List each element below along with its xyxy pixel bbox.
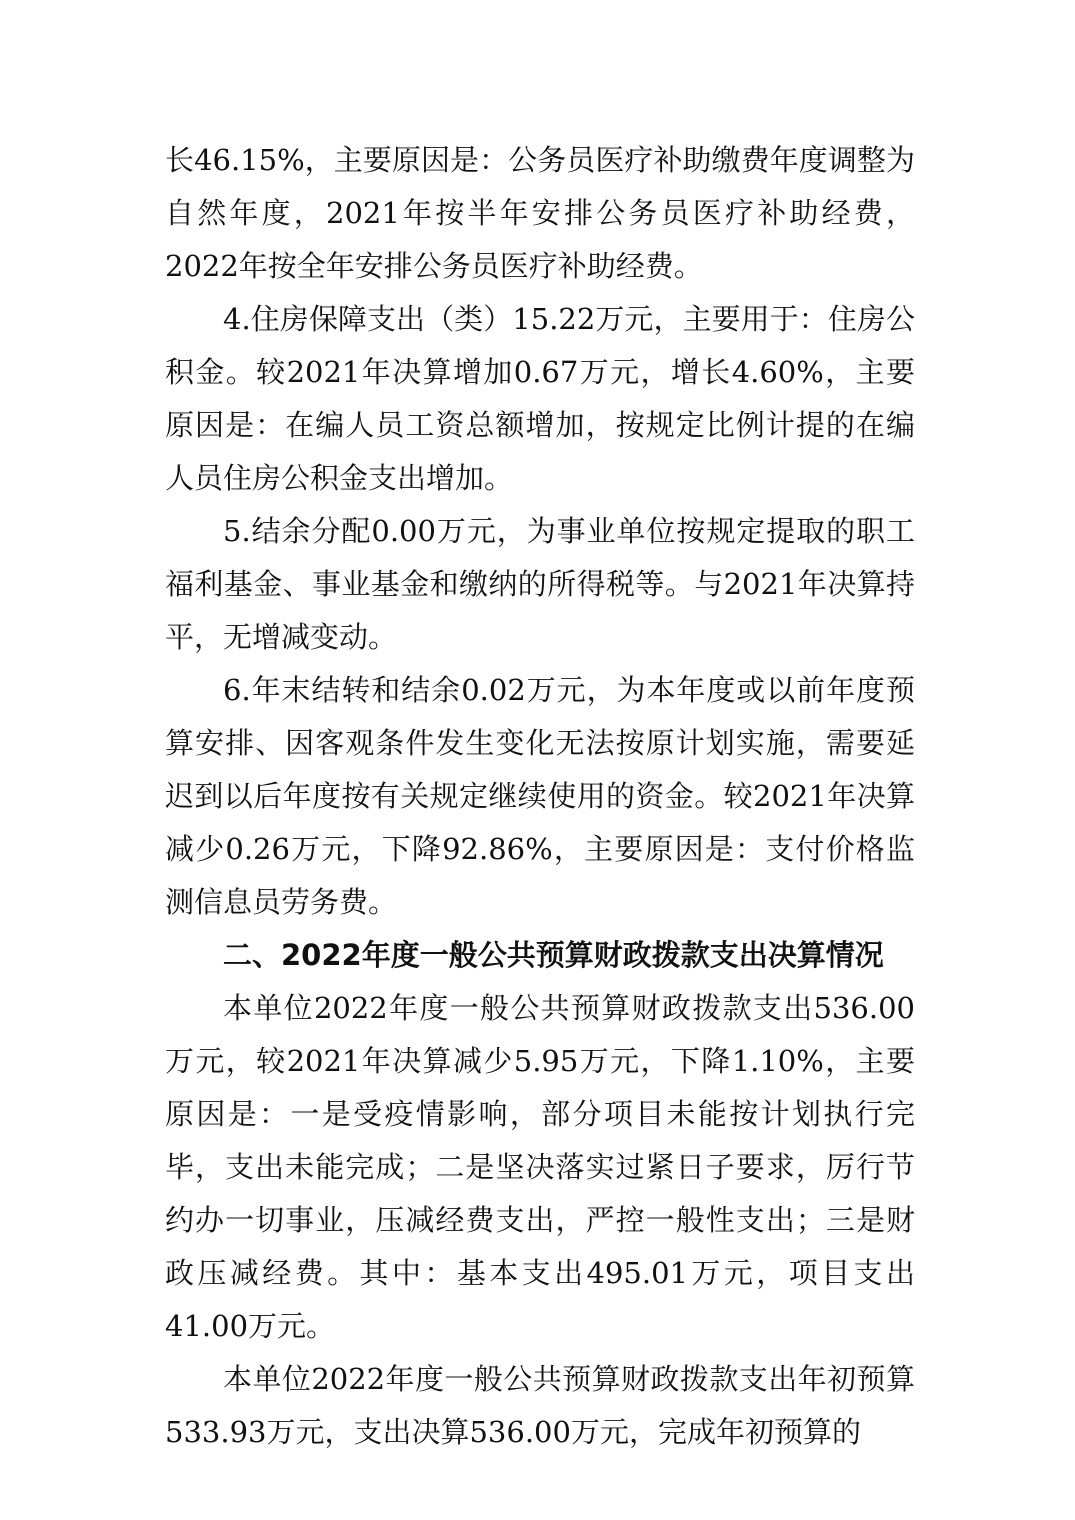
paragraph-budget-completion: 本单位2022年度一般公共预算财政拨款支出年初预算533.93万元，支出决算536.00万元，完成年初预算的 bbox=[165, 1362, 915, 1449]
paragraph-medical-subsidy-continuation: 长46.15%，主要原因是：公务员医疗补助缴费年度调整为自然年度，2021年按半年安排公务员医疗补助经费，2022年按全年安排公务员医疗补助经费。 bbox=[165, 143, 915, 283]
paragraph-surplus-distribution: 5.结余分配0.00万元，为事业单位按规定提取的职工福利基金、事业基金和缴纳的所得税等。与2021年决算持平，无增减变动。 bbox=[165, 514, 915, 654]
section-heading-general-budget: 二、2022年度一般公共预算财政拨款支出决算情况 bbox=[223, 938, 884, 972]
paragraph-general-budget-expenditure: 本单位2022年度一般公共预算财政拨款支出536.00万元，较2021年决算减少5.95万元，下降1.10%，主要原因是：一是受疫情影响，部分项目未能按计划执行完毕，支出未能完成；二是坚决落实过紧日子要求，厉行节约办一切事业，压减经费支出，严控一般性支出；三是财政压减经费。其中：基本支出495.01万元，项目支出41.00万元。 bbox=[165, 991, 915, 1343]
paragraph-year-end-carryover: 6.年末结转和结余0.02万元，为本年度或以前年度预算安排、因客观条件发生变化无法按原计划实施，需要延迟到以后年度按有关规定继续使用的资金。较2021年决算减少0.26万元，下降92.86%，主要原因是：支付价格监测信息员劳务费。 bbox=[165, 673, 915, 919]
document-body bbox=[165, 134, 915, 1459]
paragraph-housing-support: 4.住房保障支出（类）15.22万元，主要用于：住房公积金。较2021年决算增加0.67万元，增长4.60%，主要原因是：在编人员工资总额增加，按规定比例计提的在编人员住房公积金支出增加。 bbox=[165, 302, 915, 495]
